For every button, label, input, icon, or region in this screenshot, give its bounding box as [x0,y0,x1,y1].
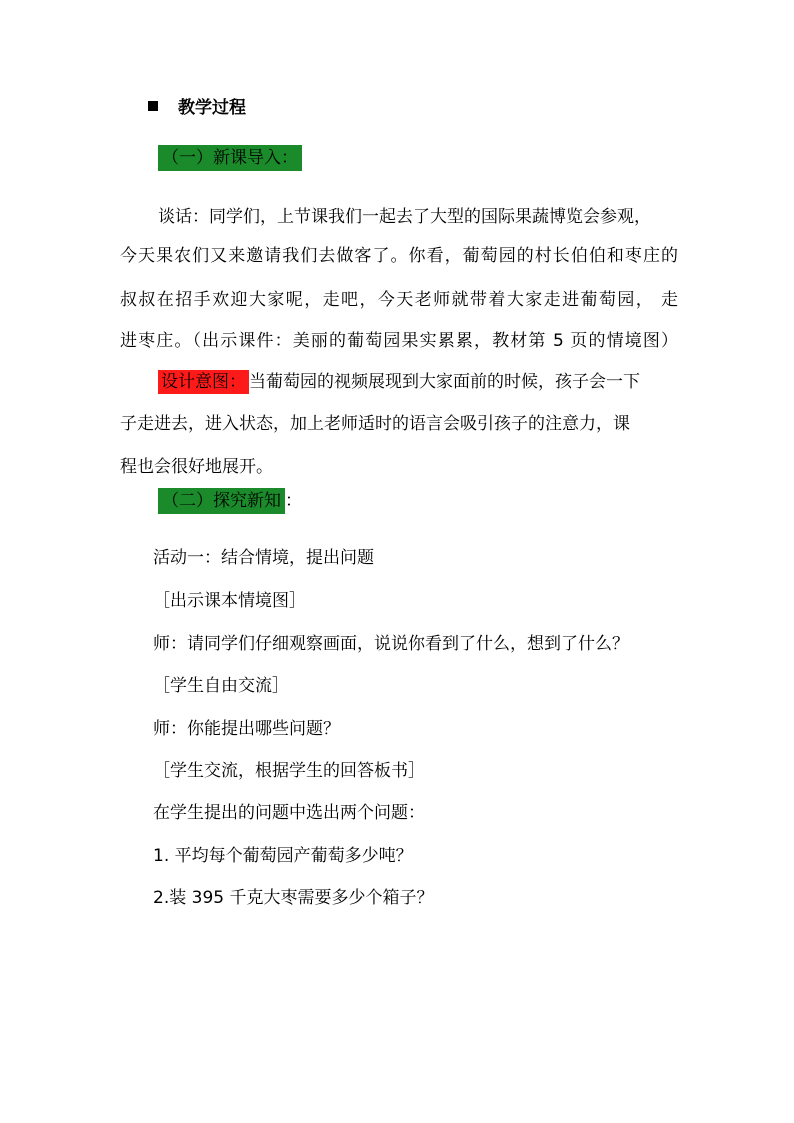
activity-title: 活动一：结合情境，提出问题 [153,548,374,568]
intro-line-4: 进枣庄。（出示课件：美丽的葡萄园果实累累，教材第 5 页的情境图） [120,331,678,351]
question-1: 1. 平均每个葡萄园产葡萄多少吨？ [153,846,413,866]
section-heading-text: 教学过程 [178,98,246,118]
select-two-questions: 在学生提出的问题中选出两个问题： [153,803,425,823]
section-heading [148,97,246,119]
part1-heading [158,147,302,169]
design-intent-line-2: 子走进去，进入状态，加上老师适时的语言会吸引孩子的注意力，课 [120,414,630,434]
teacher-question-2: 师：你能提出哪些问题？ [153,719,340,739]
teacher-question-1: 师：请同学们仔细观察画面，说说你看到了什么，想到了什么？ [153,634,629,654]
square-bullet-icon [148,101,158,111]
intro-line-3: 叔叔在招手欢迎大家呢，走吧，今天老师就带着大家走进葡萄园， 走 [120,290,678,310]
intro-line-2: 今天果农们又来邀请我们去做客了。你看，葡萄园的村长伯伯和枣庄的 [120,246,678,266]
question-2: 2.装 395 千克大枣需要多少个箱子？ [153,888,434,908]
part2-heading-colon: ： [285,491,302,511]
show-image-note: ［出示课本情境图］ [153,591,306,611]
design-intent-line-1 [158,371,640,393]
design-intent-line-3: 程也会很好地展开。 [120,457,273,477]
part2-heading [158,490,302,512]
design-intent-label: 设计意图： [158,370,249,394]
part2-heading-text: （二）探究新知 [158,488,285,514]
design-intent-text: 当葡萄园的视频展现到大家面前的时候，孩子会一下 [249,372,640,392]
students-answer-note: ［学生交流，根据学生的回答板书］ [153,761,425,781]
part1-heading-text: （一）新课导入： [158,145,302,171]
students-discuss-note: ［学生自由交流］ [153,676,289,696]
intro-line-1: 谈话：同学们，上节课我们一起去了大型的国际果蔬博览会参观， [158,207,651,227]
